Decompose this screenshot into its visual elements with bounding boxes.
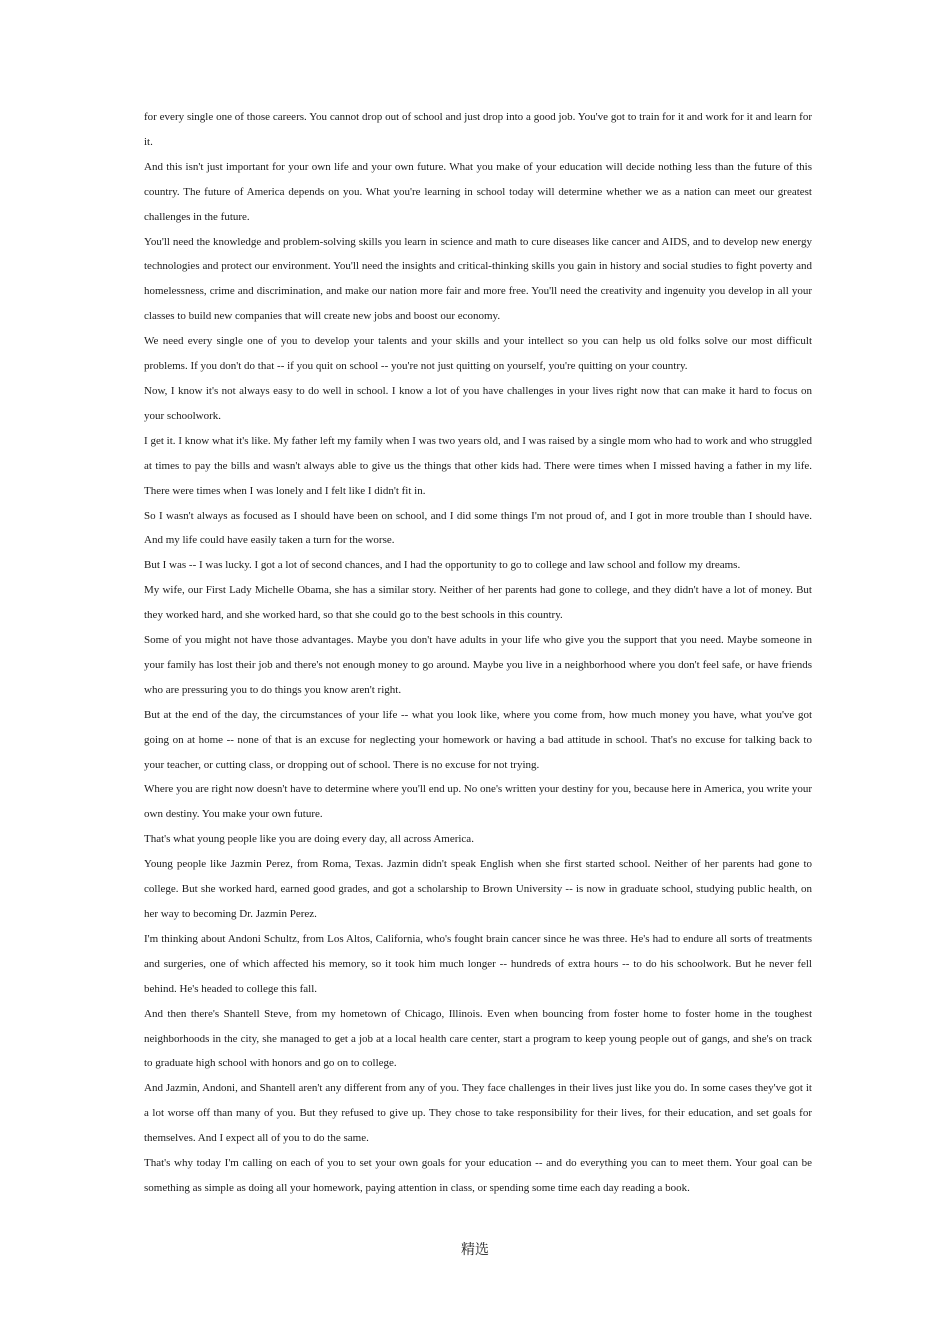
body-text xyxy=(144,105,812,1201)
paragraph: That's why today I'm calling on each of you to set your own goals for your education -- and do everything you can to meet them. Your goal can be something as simple as doing all your homework, paying attention in class, or spending some time each day reading a book. xyxy=(144,1157,812,1194)
page-footer-label: 精选 xyxy=(461,1242,489,1258)
paragraph: You'll need the knowledge and problem-solving skills you learn in science and math to cure diseases like cancer and AIDS, and to develop new energy technologies and protect our environment. You'll need the insights and critical-thinking skills you gain in history and social studies to fight poverty and homelessness, crime and discrimination, and make our nation more fair and more free. You'll need the creativity and ingenuity you develop in all your classes to build new companies that will create new jobs and boost our economy. xyxy=(144,235,812,323)
paragraph: I get it. I know what it's like. My father left my family when I was two years old, and I was raised by a single mom who had to work and who struggled at times to pay the bills and wasn't always able to give us the things that other kids had. There were times when I missed having a father in my life. There were times when I was lonely and I felt like I didn't fit in. xyxy=(144,434,812,497)
paragraph: Now, I know it's not always easy to do well in school. I know a lot of you have challenges in your lives right now that can make it hard to focus on your schoolwork. xyxy=(144,384,812,422)
paragraph: for every single one of those careers. You cannot drop out of school and just drop into a good job. You've got to train for it and work for it and learn for it. xyxy=(144,111,812,148)
paragraph: So I wasn't always as focused as I should have been on school, and I did some things I'm not proud of, and I got in more trouble than I should have. And my life could have easily taken a turn for the worse. xyxy=(144,509,812,547)
paragraph: We need every single one of you to develop your talents and your skills and your intellect so you can help us old folks solve our most difficult problems. If you don't do that -- if you quit on school -- you're not just quitting on yourself, you're quitting on your country. xyxy=(144,335,812,373)
paragraph: I'm thinking about Andoni Schultz, from Los Altos, California, who's fought brain cancer since he was three. He's had to endure all sorts of treatments and surgeries, one of which affected his memory, so it took him much longer -- hundreds of extra hours -- to do his schoolwork. But he never fell behind. He's headed to college this fall. xyxy=(144,932,812,995)
paragraph: And this isn't just important for your own life and your own future. What you make of your education will decide nothing less than the future of this country. The future of America depends on you. What you're learning in school today will determine whether we as a nation can meet our greatest challenges in the future. xyxy=(144,160,812,223)
paragraph: And Jazmin, Andoni, and Shantell aren't any different from any of you. They face challenges in their lives just like you do. In some cases they've got it a lot worse off than many of you. But they refused to give up. They chose to take responsibility for their lives, for their education, and set goals for themselves. And I expect all of you to do the same. xyxy=(144,1082,812,1145)
paragraph: My wife, our First Lady Michelle Obama, she has a similar story. Neither of her parents had gone to college, and they didn't have a lot of money. But they worked hard, and she worked hard, so that she could go to the best schools in this country. xyxy=(144,584,812,622)
paragraph: Young people like Jazmin Perez, from Roma, Texas. Jazmin didn't speak English when she first started school. Neither of her parents had gone to college. But she worked hard, earned good grades, and got a scholarship to Brown University -- is now in graduate school, studying public health, on her way to becoming Dr. Jazmin Perez. xyxy=(144,858,812,920)
paragraph: That's what young people like you are doing every day, all across America. xyxy=(144,833,474,846)
paragraph: Some of you might not have those advantages. Maybe you don't have adults in your life who give you the support that you need. Maybe someone in your family has lost their job and there's not enough money to go around. Maybe you live in a neighborhood where you don't feel safe, or have friends who are pressuring you to do things you know aren't right. xyxy=(144,634,812,696)
paragraph: Where you are right now doesn't have to determine where you'll end up. No one's written your destiny for you, because here in America, you write your own destiny. You make your own future. xyxy=(144,783,812,821)
paragraph: And then there's Shantell Steve, from my hometown of Chicago, Illinois. Even when bouncing from foster home to foster home in the toughest neighborhoods in the city, she managed to get a job at a local health care center, start a program to keep young people out of gangs, and she's on track to graduate high school with honors and go on to college. xyxy=(144,1007,812,1070)
paragraph: But at the end of the day, the circumstances of your life -- what you look like, where you come from, how much money you have, what you've got going on at home -- none of that is an excuse for neglecting your homework or having a bad attitude in school. That's no excuse for talking back to your teacher, or cutting class, or dropping out of school. There is no excuse for not trying. xyxy=(144,708,812,771)
paragraph: But I was -- I was lucky. I got a lot of second chances, and I had the opportunity to go to college and law school and follow my dreams. xyxy=(144,559,741,572)
